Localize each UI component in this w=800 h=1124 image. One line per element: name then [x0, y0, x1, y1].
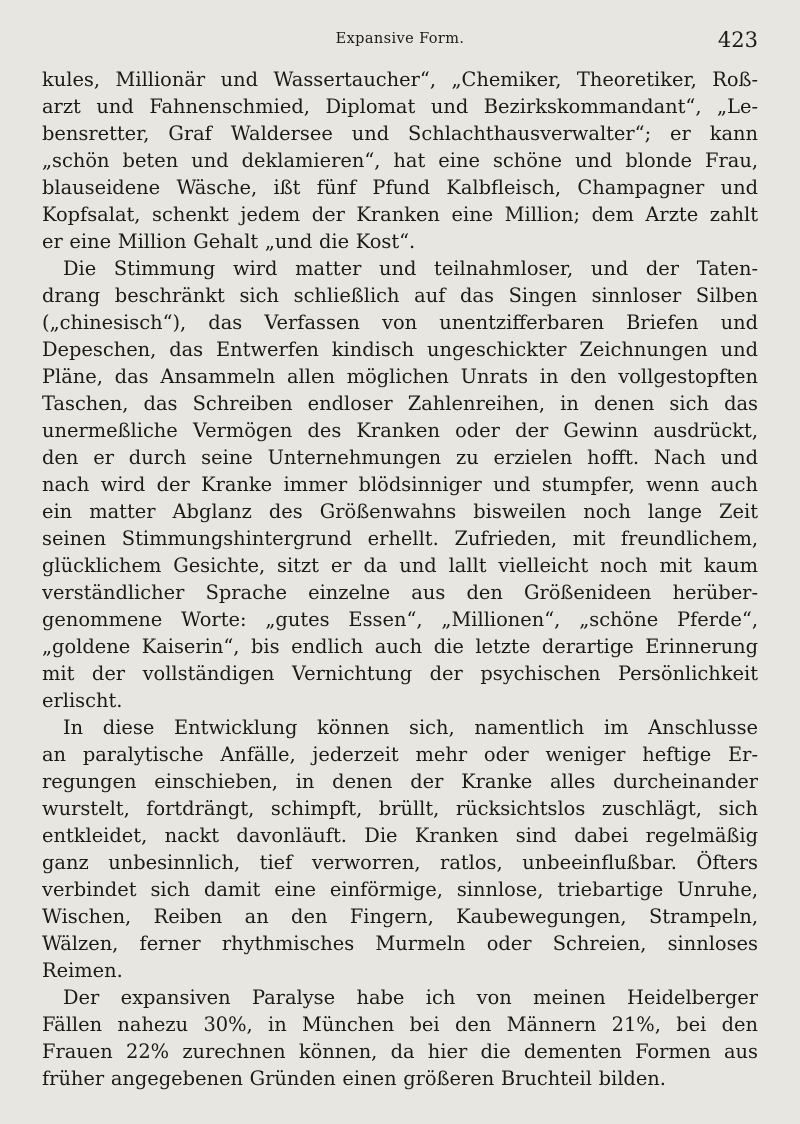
text-line: unermeßliche Vermögen des Kranken oder der Gewinn ausdrückt, [42, 419, 758, 442]
text-line: „schön beten und deklamieren“, hat eine schöne und blonde Frau, [42, 149, 758, 172]
text-line: drang beschränkt sich schließlich auf das Singen sinnloser Silben [42, 284, 758, 307]
text-line: Fällen nahezu 30%, in München bei den Männern 21%, bei den [42, 1013, 758, 1036]
text-line: er eine Million Gehalt „und die Kost“. [42, 230, 416, 253]
text-line: ganz unbesinnlich, tief verworren, ratlos, unbeeinflußbar. Öfters [42, 851, 758, 874]
text-line: Reimen. [42, 959, 123, 982]
text-line: blauseidene Wäsche, ißt fünf Pfund Kalbfleisch, Champagner und [42, 176, 758, 199]
paragraph [42, 714, 758, 984]
text-line: glücklichem Gesichte, sitzt er da und lallt vielleicht noch mit kaum [42, 554, 758, 577]
text-line: bensretter, Graf Waldersee und Schlachthausverwalter“; er kann [42, 122, 758, 145]
text-line: Die Stimmung wird matter und teilnahmloser, und der Taten- [63, 257, 758, 280]
text-line: In diese Entwicklung können sich, namentlich im Anschlusse [63, 716, 758, 739]
text-line: Der expansiven Paralyse habe ich von meinen Heidelberger [63, 986, 758, 1009]
text-line: Wischen, Reiben an den Fingern, Kaubewegungen, Strampeln, [42, 905, 758, 928]
text-line: wurstelt, fortdrängt, schimpft, brüllt, rücksichtslos zuschlägt, sich [42, 797, 758, 820]
text-line: Kopfsalat, schenkt jedem der Kranken eine Million; dem Arzte zahlt [42, 203, 758, 226]
paragraph [42, 255, 758, 714]
text-line: Wälzen, ferner rhythmisches Murmeln oder Schreien, sinnloses [42, 932, 758, 955]
text-line: den er durch seine Unternehmungen zu erzielen hofft. Nach und [42, 446, 758, 469]
text-line: kules, Millionär und Wassertaucher“, „Chemiker, Theoretiker, Roß- [42, 68, 758, 91]
text-line: seinen Stimmungshintergrund erhellt. Zufrieden, mit freundlichem, [42, 527, 758, 550]
text-line: verbindet sich damit eine einförmige, sinnlose, triebartige Unruhe, [42, 878, 758, 901]
paragraph [42, 984, 758, 1092]
text-line: an paralytische Anfälle, jederzeit mehr oder weniger heftige Er- [42, 743, 758, 766]
body-text [42, 66, 758, 1092]
paragraph [42, 66, 758, 255]
text-line: „goldene Kaiserin“, bis endlich auch die letzte derartige Erinnerung [42, 635, 758, 658]
text-line: arzt und Fahnenschmied, Diplomat und Bezirkskommandant“, „Le- [42, 95, 758, 118]
text-line: Frauen 22% zurechnen können, da hier die dementen Formen aus [42, 1040, 758, 1063]
running-title: Expansive Form. [335, 31, 465, 47]
text-line: regungen einschieben, in denen der Kranke alles durcheinander [42, 770, 758, 793]
page-number: 423 [717, 28, 758, 52]
text-line: Depeschen, das Entwerfen kindisch ungeschickter Zeichnungen und [42, 338, 758, 361]
text-line: verständlicher Sprache einzelne aus den Größenideen herüber- [42, 581, 758, 604]
text-line: ein matter Abglanz des Größenwahns bisweilen noch lange Zeit [42, 500, 758, 523]
text-line: erlischt. [42, 689, 123, 712]
text-line: Taschen, das Schreiben endloser Zahlenreihen, in denen sich das [42, 392, 758, 415]
text-line: früher angegebenen Gründen einen größeren Bruchteil bilden. [42, 1067, 666, 1090]
text-line: entkleidet, nackt davonläuft. Die Kranken sind dabei regelmäßig [42, 824, 758, 847]
text-line: nach wird der Kranke immer blödsinniger und stumpfer, wenn auch [42, 473, 758, 496]
text-line: genommene Worte: „gutes Essen“, „Millionen“, „schöne Pferde“, [42, 608, 758, 631]
text-line: mit der vollständigen Vernichtung der psychischen Persönlichkeit [42, 662, 758, 685]
text-line: („chinesisch“), das Verfassen von unentzifferbaren Briefen und [42, 311, 758, 334]
text-line: Pläne, das Ansammeln allen möglichen Unrats in den vollgestopften [42, 365, 758, 388]
page-header [42, 28, 758, 57]
